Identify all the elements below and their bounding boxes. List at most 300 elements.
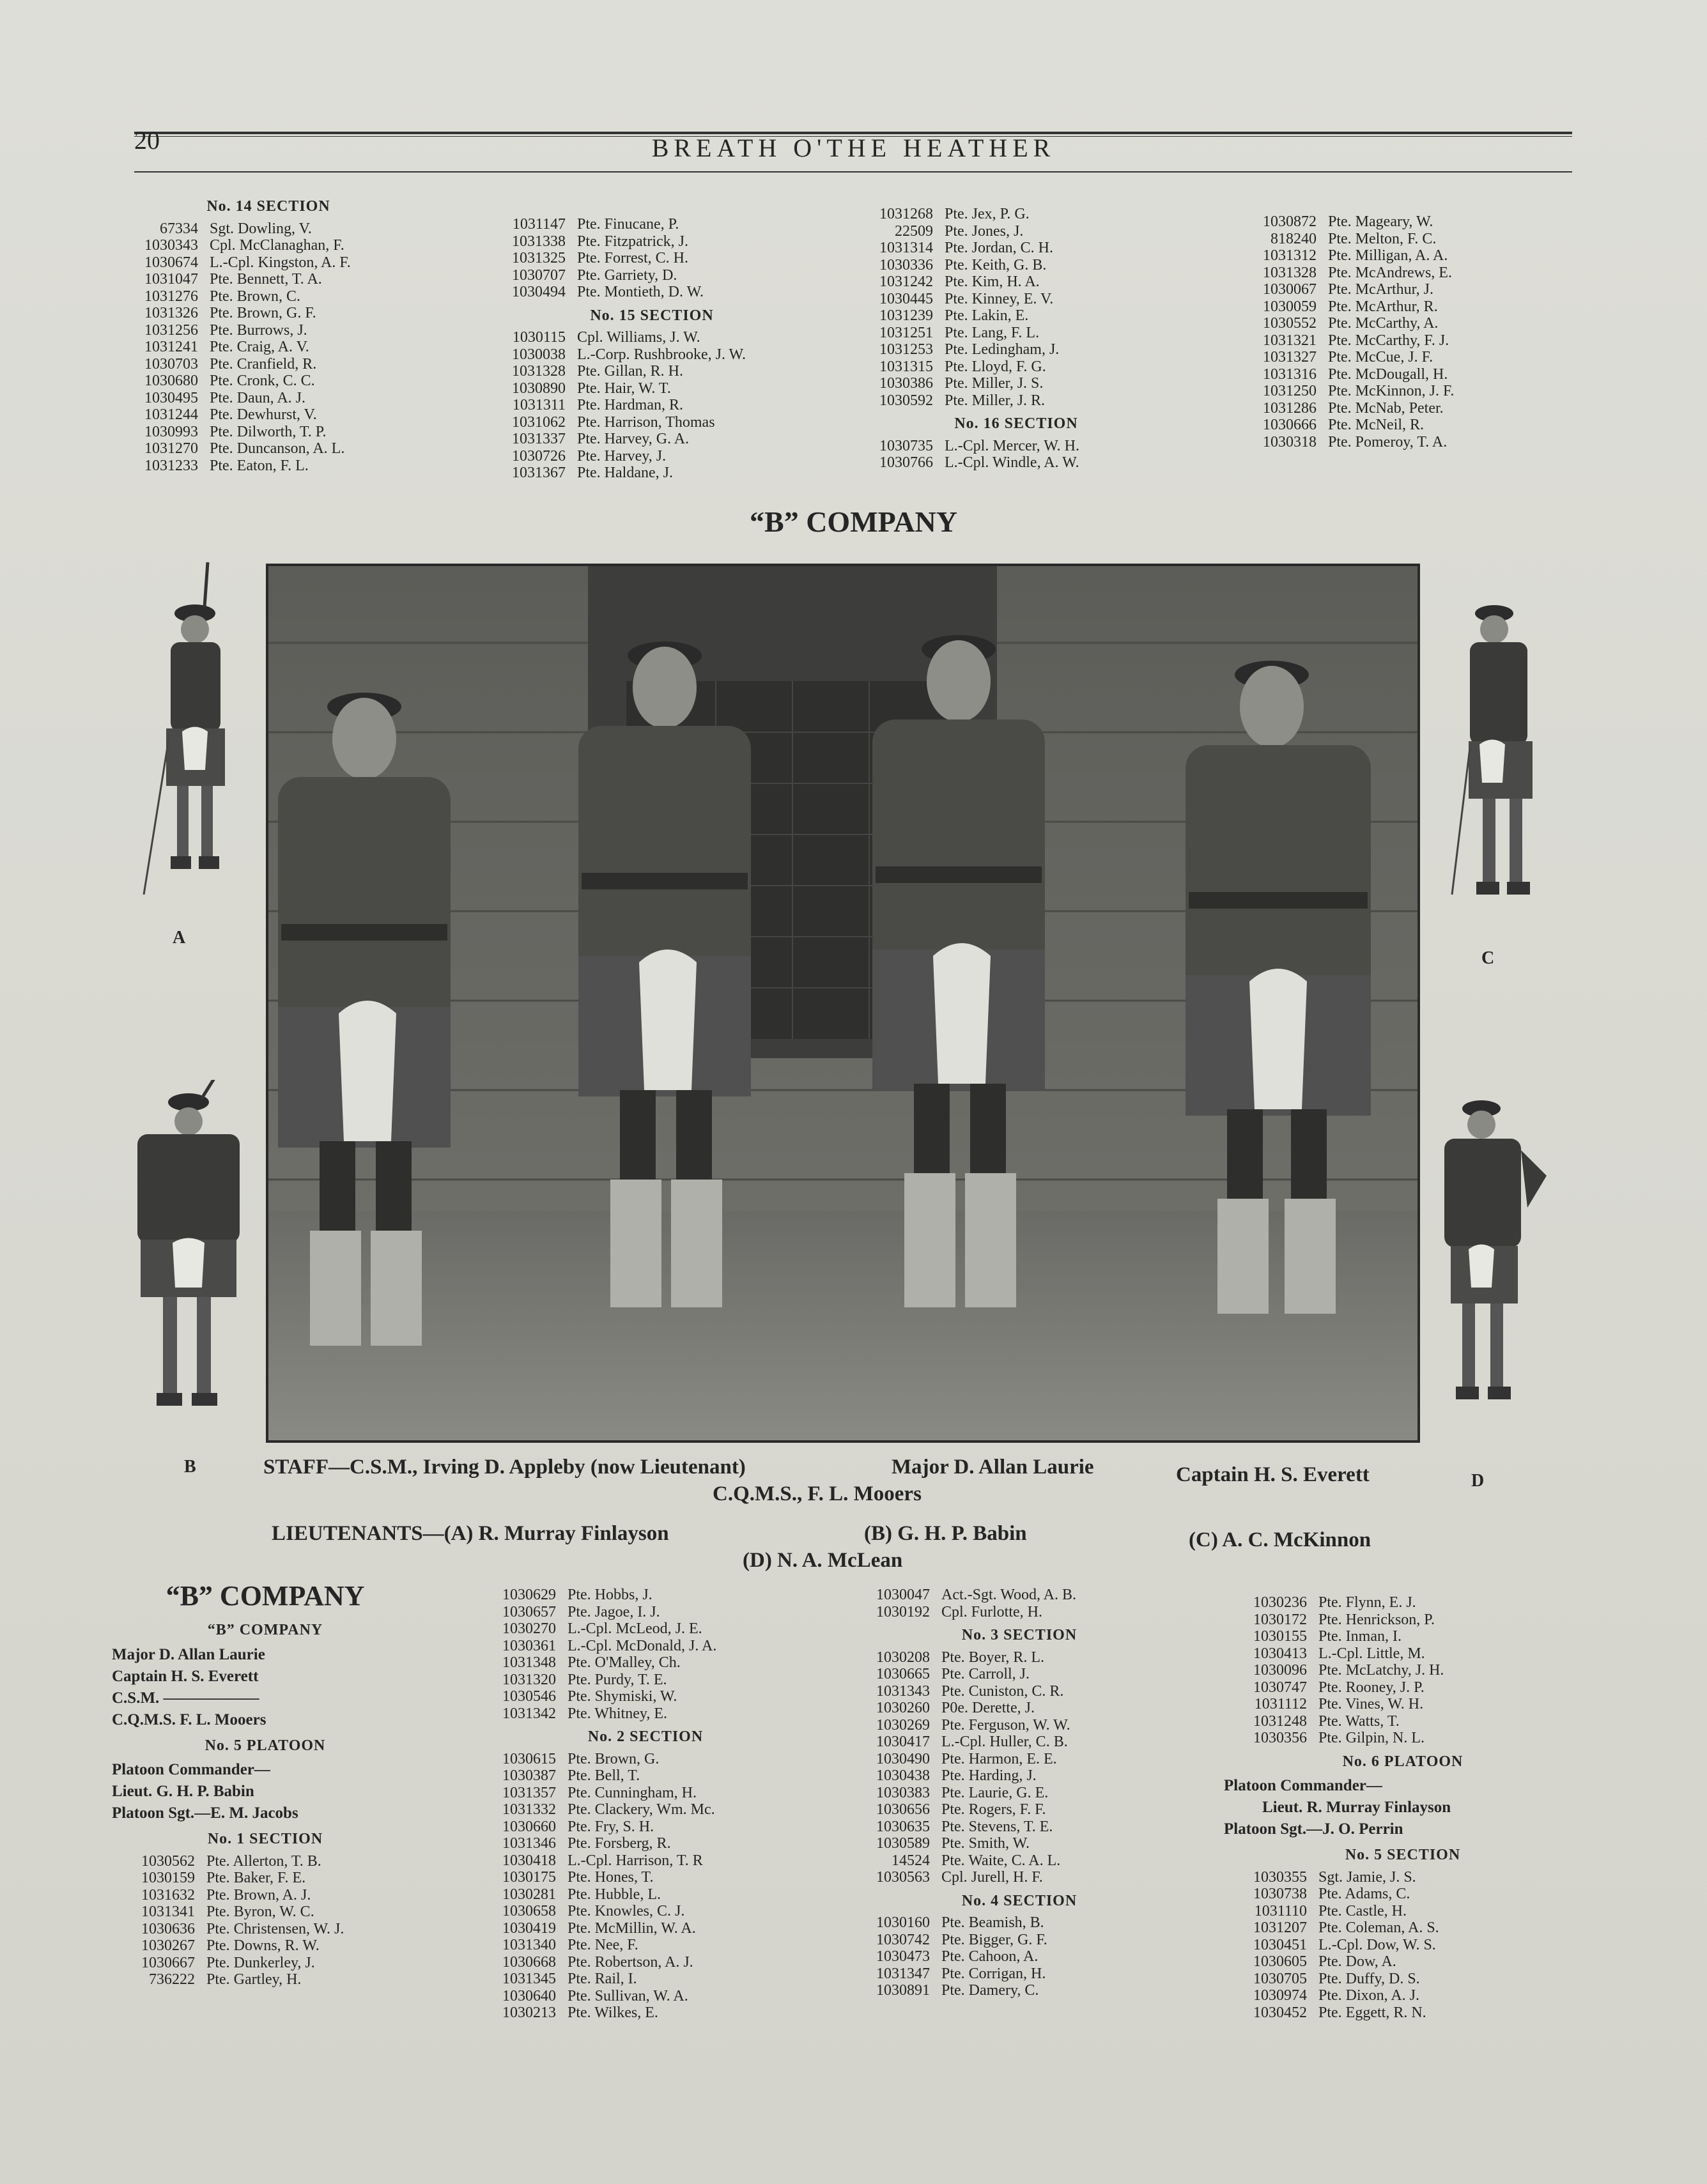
- service-number: 1031320: [502, 1671, 556, 1688]
- soldier-name: Pte. Lakin, E.: [945, 307, 1029, 324]
- roster-entry: [847, 1914, 1192, 1932]
- service-number: 1031314: [879, 240, 933, 256]
- service-number: 1030343: [144, 237, 198, 254]
- soldier-name: Pte. Daun, A. J.: [210, 389, 305, 406]
- soldier-name: Pte. Waite, C. A. L.: [941, 1852, 1061, 1869]
- soldier-name: L.-Cpl. Mercer, W. H.: [945, 437, 1079, 454]
- roster-entry: [115, 305, 422, 322]
- service-number: 1030705: [1253, 1970, 1307, 1987]
- roster-entry: [847, 1700, 1192, 1717]
- roster-label: C.S.M. ——————: [112, 1689, 259, 1707]
- soldier-name: Pte. Dewhurst, V.: [210, 406, 317, 423]
- roster-entry: [473, 1903, 818, 1920]
- roster-entry: [1224, 1594, 1582, 1611]
- soldier-name: L.-Cpl. Kingston, A. F.: [210, 254, 351, 271]
- service-number: 1031244: [144, 406, 198, 423]
- service-number: 1030605: [1253, 1953, 1307, 1970]
- roster-entry: [473, 1869, 818, 1886]
- service-number: 1031332: [502, 1801, 556, 1818]
- soldier-name: Pte. Fry, S. H.: [568, 1818, 654, 1835]
- service-number: 1030451: [1253, 1936, 1307, 1953]
- soldier-name: Pte. Jordan, C. H.: [945, 240, 1053, 256]
- section-heading: No. 15 SECTION: [590, 307, 714, 324]
- service-number: 1031367: [512, 465, 566, 481]
- soldier-name: Cpl. McClanaghan, F.: [210, 237, 344, 254]
- roster-entry: [112, 1921, 419, 1938]
- caption-captain: Captain H. S. Everett: [1176, 1463, 1370, 1486]
- caption-lieutenants-a: LIEUTENANTS—(A) R. Murray Finlayson: [272, 1522, 669, 1545]
- service-number: 1031268: [879, 206, 933, 222]
- roster-entry: [115, 322, 422, 339]
- service-number: 1030269: [876, 1716, 930, 1734]
- soldier-name: Pte. Melton, F. C.: [1328, 230, 1437, 247]
- soldier-name: L.-Cpl. Harrison, T. R: [568, 1852, 703, 1869]
- service-number: 1030418: [502, 1852, 556, 1869]
- roster-entry: [850, 325, 1182, 342]
- roster-entry: [847, 1751, 1192, 1768]
- service-number: 1031241: [144, 339, 198, 355]
- service-number: 1030172: [1253, 1611, 1307, 1628]
- roster-entry: [112, 1955, 419, 1972]
- soldier-name: Pte. Baker, F. E.: [206, 1870, 306, 1886]
- service-number: 1031340: [502, 1937, 556, 1953]
- soldier-name: Pte. Cranfield, R.: [210, 355, 317, 373]
- roster-entry: [1233, 434, 1566, 451]
- service-number: 1030473: [876, 1948, 930, 1965]
- service-number: 1030260: [876, 1700, 930, 1716]
- caption-major: Major D. Allan Laurie: [892, 1456, 1094, 1479]
- roster-entry: [473, 1751, 818, 1768]
- roster-entry: [115, 339, 422, 356]
- service-number: 1031112: [1254, 1696, 1307, 1712]
- section-heading: No. 14 SECTION: [206, 198, 330, 215]
- service-number: 1030974: [1253, 1987, 1307, 2004]
- roster-entry: [473, 1937, 818, 1954]
- roster-entry: [473, 1638, 818, 1655]
- service-number: 1031253: [879, 341, 933, 358]
- soldier-name: Pte. Adams, C.: [1318, 1886, 1410, 1902]
- soldier-name: Pte. Eaton, F. L.: [210, 457, 309, 474]
- soldier-name: Pte. Fitzpatrick, J.: [577, 233, 688, 250]
- roster-entry: [1224, 1971, 1582, 1988]
- service-number: 1030726: [512, 447, 566, 465]
- soldier-name: Pte. Finucane, P.: [577, 216, 679, 233]
- soldier-name: Pte. Nee, F.: [568, 1937, 638, 1953]
- soldier-name: Pte. Robertson, A. J.: [568, 1953, 693, 1971]
- roster-entry: [847, 1767, 1192, 1785]
- service-number: 1031062: [512, 413, 566, 431]
- roster-entry: [1224, 1953, 1582, 1971]
- roster-entry: [473, 1767, 818, 1785]
- section-heading: “B” COMPANY: [166, 1580, 365, 1611]
- service-number: 1030236: [1253, 1594, 1307, 1611]
- roster-entry: [483, 414, 821, 431]
- soldier-name: L.-Cpl. Little, M.: [1318, 1645, 1425, 1662]
- roster-entry: [850, 341, 1182, 358]
- roster-entry: [847, 1819, 1192, 1836]
- roster-entry: [483, 380, 821, 397]
- roster-entry: [473, 1920, 818, 1937]
- service-number: 1030592: [879, 392, 933, 409]
- service-number: 1030707: [512, 266, 566, 284]
- service-number: 1031316: [1263, 365, 1317, 383]
- service-number: 1031341: [141, 1903, 195, 1920]
- roster-entry: [115, 406, 422, 424]
- soldier-name: Pte. McAndrews, E.: [1328, 264, 1452, 281]
- roster-entry: [850, 291, 1182, 308]
- service-number: 1030419: [502, 1919, 556, 1937]
- service-number: 1031321: [1263, 332, 1317, 349]
- service-number: 22509: [895, 222, 933, 240]
- section-heading: No. 16 SECTION: [954, 415, 1078, 432]
- soldier-name: Pte. Rail, I.: [568, 1971, 637, 1987]
- soldier-name: Pte. McCue, J. F.: [1328, 349, 1433, 365]
- service-number: 1030361: [502, 1637, 556, 1654]
- soldier-name: Pte. Damery, C.: [941, 1982, 1039, 1999]
- roster-entry: [473, 1954, 818, 1971]
- caption-cqms: C.Q.M.S., F. L. Mooers: [713, 1482, 922, 1505]
- service-number: 1030660: [502, 1818, 556, 1835]
- roster-entry: [847, 1932, 1192, 1949]
- soldier-name: Pte. Stevens, T. E.: [941, 1818, 1053, 1835]
- service-number: 1031338: [512, 233, 566, 250]
- roster-entry: [483, 216, 821, 233]
- soldier-name: Pte. Inman, I.: [1318, 1628, 1402, 1645]
- service-number: 1031345: [502, 1971, 556, 1987]
- service-number: 1031233: [144, 457, 198, 474]
- section-heading: “B” COMPANY: [207, 1622, 323, 1638]
- roster-entry: [1224, 1919, 1582, 1937]
- roster-entry: [473, 1852, 818, 1870]
- roster-label: Platoon Commander—: [1224, 1777, 1382, 1794]
- soldier-name: Pte. Carroll, J.: [941, 1666, 1030, 1682]
- roster-entry: [1224, 1730, 1582, 1747]
- service-number: 1030281: [502, 1886, 556, 1903]
- roster-entry: [847, 1666, 1192, 1683]
- soldier-name: Pte. Dow, A.: [1318, 1953, 1396, 1970]
- soldier-name: Pte. Gillan, R. H.: [577, 363, 683, 380]
- roster-label: Captain H. S. Everett: [112, 1667, 259, 1685]
- roster-label: Major D. Allan Laurie: [112, 1645, 265, 1663]
- section-heading: No. 6 PLATOON: [1342, 1753, 1464, 1770]
- service-number: 1031110: [1254, 1902, 1307, 1919]
- section-heading: No. 5 SECTION: [1345, 1847, 1461, 1863]
- soldier-name: L.-Cpl. Dow, W. S.: [1318, 1936, 1436, 1953]
- roster-entry: [850, 307, 1182, 325]
- roster-entry: [1224, 1886, 1582, 1903]
- soldier-name: P0e. Derette, J.: [941, 1700, 1035, 1716]
- roster-entry: [850, 257, 1182, 274]
- caption-staff-csm: STAFF—C.S.M., Irving D. Appleby (now Lieutenant): [263, 1456, 746, 1479]
- roster-entry: [115, 254, 422, 272]
- roster-entry: [473, 1604, 818, 1621]
- soldier-name: L.-Cpl. Huller, C. B.: [941, 1734, 1068, 1750]
- section-heading: No. 3 SECTION: [961, 1627, 1077, 1643]
- roster-entry: [112, 1937, 419, 1955]
- section-heading: No. 4 SECTION: [961, 1892, 1077, 1909]
- service-number: 1031328: [1263, 264, 1317, 281]
- label-c: C: [1481, 948, 1495, 968]
- service-number: 1030993: [144, 423, 198, 440]
- soldier-name: Pte. McDougall, H.: [1328, 365, 1448, 383]
- service-number: 1030563: [876, 1869, 930, 1886]
- service-number: 1031632: [141, 1886, 195, 1903]
- soldier-name: Pte. Rooney, J. P.: [1318, 1679, 1425, 1696]
- roster-entry: [473, 1971, 818, 1988]
- service-number: 1030452: [1253, 2004, 1307, 2021]
- soldier-name: Pte. Henrickson, P.: [1318, 1611, 1435, 1628]
- service-number: 1030658: [502, 1903, 556, 1919]
- soldier-name: Pte. Laurie, G. E.: [941, 1784, 1049, 1801]
- roster-entry: [473, 1801, 818, 1819]
- soldier-name: Cpl. Jurell, H. F.: [941, 1869, 1043, 1886]
- soldier-name: Pte. Craig, A. V.: [210, 339, 309, 355]
- service-number: 1031357: [502, 1784, 556, 1801]
- service-number: 1030890: [512, 380, 566, 397]
- soldier-name: L.-Cpl. Windle, A. W.: [945, 454, 1079, 471]
- soldier-name: Pte. Garriety, D.: [577, 266, 677, 284]
- bottom-roster-column-1: [112, 1577, 419, 1988]
- soldier-name: Pte. Jagoe, I. J.: [568, 1603, 660, 1620]
- soldier-name: Pte. Jones, J.: [945, 222, 1024, 240]
- service-number: 1031312: [1263, 247, 1317, 264]
- roster-entry: [1233, 265, 1566, 282]
- service-number: 1030096: [1253, 1662, 1307, 1679]
- roster-entry: [473, 1886, 818, 1903]
- soldier-name: Pte. McNeil, R.: [1328, 417, 1424, 433]
- roster-entry: [483, 250, 821, 267]
- roster-entry: [1224, 1679, 1582, 1696]
- soldier-name: Pte. Whitney, E.: [568, 1705, 667, 1722]
- roster-entry: [1233, 298, 1566, 316]
- service-number: 1031347: [876, 1965, 930, 1982]
- soldier-name: Sgt. Dowling, V.: [210, 220, 312, 237]
- soldier-name: Pte. Clackery, Wm. Mc.: [568, 1801, 715, 1818]
- soldier-name: Pte. Jex, P. G.: [945, 206, 1030, 222]
- soldier-name: Pte. Dixon, A. J.: [1318, 1987, 1420, 2004]
- soldier-name: Pte. Corrigan, H.: [941, 1965, 1046, 1982]
- roster-entry: [847, 1604, 1192, 1621]
- label-b: B: [184, 1457, 196, 1477]
- roster-label: Lieut. G. H. P. Babin: [112, 1783, 254, 1800]
- soldier-name: Pte. Forrest, C. H.: [577, 250, 688, 266]
- soldier-name: Pte. McNab, Peter.: [1328, 399, 1444, 417]
- roster-entry: [847, 1948, 1192, 1965]
- roster-entry: [1233, 417, 1566, 434]
- portrait-a: [131, 556, 252, 901]
- roster-entry: [847, 1835, 1192, 1852]
- roster-entry: [115, 390, 422, 407]
- top-roster-column-2: [483, 216, 821, 482]
- service-number: 1030668: [502, 1953, 556, 1971]
- roster-entry: [483, 284, 821, 301]
- service-number: 1031239: [879, 307, 933, 324]
- section-heading: No. 1 SECTION: [207, 1831, 323, 1847]
- service-number: 1030742: [876, 1931, 930, 1948]
- roster-entry: [847, 1869, 1192, 1886]
- roster-entry: [850, 358, 1182, 376]
- roster-entry: [847, 1965, 1192, 1983]
- portrait-d: [1419, 1086, 1566, 1444]
- service-number: 1030666: [1263, 417, 1317, 433]
- roster-entry: [1224, 1628, 1582, 1645]
- service-number: 1030680: [144, 373, 198, 389]
- roster-entry: [483, 431, 821, 448]
- soldier-name: Cpl. Furlotte, H.: [941, 1603, 1043, 1620]
- service-number: 1030891: [876, 1982, 930, 1999]
- soldier-name: Pte. Gartley, H.: [206, 1971, 302, 1988]
- service-number: 736222: [149, 1971, 195, 1988]
- roster-entry: [847, 1717, 1192, 1734]
- soldier-name: Pte. Mageary, W.: [1328, 213, 1433, 230]
- soldier-name: Pte. Harvey, G. A.: [577, 431, 690, 447]
- roster-entry: [473, 1819, 818, 1836]
- roster-entry: [473, 1688, 818, 1705]
- soldier-name: Pte. Hair, W. T.: [577, 380, 671, 397]
- soldier-name: Pte. Harvey, J.: [577, 447, 667, 465]
- service-number: 1030192: [876, 1603, 930, 1620]
- soldier-name: Pte. Miller, J. R.: [945, 392, 1046, 409]
- roster-entry: [1233, 383, 1566, 400]
- service-number: 1030635: [876, 1818, 930, 1835]
- soldier-name: Pte. Brown, G.: [568, 1750, 660, 1767]
- soldier-name: Pte. Shymiski, W.: [568, 1688, 677, 1705]
- service-number: 1030562: [141, 1852, 195, 1870]
- roster-entry: [473, 1587, 818, 1604]
- soldier-name: L.-Cpl. McDonald, J. A.: [568, 1637, 717, 1654]
- service-number: 1030047: [876, 1587, 930, 1603]
- roster-entry: [115, 356, 422, 373]
- roster-entry: [847, 1982, 1192, 1999]
- roster-entry: [112, 1853, 419, 1870]
- soldier-name: Pte. Wilkes, E.: [568, 2004, 658, 2021]
- service-number: 1030160: [876, 1914, 930, 1931]
- service-number: 1030059: [1263, 298, 1317, 315]
- roster-entry: [1224, 1611, 1582, 1629]
- service-number: 1030267: [141, 1937, 195, 1954]
- company-heading: “B” COMPANY: [750, 505, 957, 538]
- soldier-name: Pte. Montieth, D. W.: [577, 284, 704, 300]
- roster-entry: [483, 465, 821, 482]
- roster-entry: [847, 1801, 1192, 1819]
- service-number: 1030738: [1253, 1886, 1307, 1902]
- service-number: 1030665: [876, 1666, 930, 1682]
- service-number: 818240: [1271, 230, 1317, 247]
- service-number: 1031270: [144, 440, 198, 457]
- roster-entry: [847, 1683, 1192, 1700]
- soldier-name: Pte. Downs, R. W.: [206, 1937, 320, 1954]
- service-number: 1031346: [502, 1835, 556, 1852]
- roster-entry: [850, 223, 1182, 240]
- caption-lieutenant-c: (C) A. C. McKinnon: [1189, 1528, 1371, 1551]
- service-number: 67334: [160, 220, 198, 237]
- service-number: 1031315: [879, 358, 933, 375]
- service-number: 1031326: [144, 305, 198, 321]
- roster-entry: [115, 288, 422, 305]
- service-number: 1030872: [1263, 213, 1317, 230]
- service-number: 1030747: [1253, 1679, 1307, 1696]
- roster-entry: [473, 1672, 818, 1689]
- service-number: 1030383: [876, 1784, 930, 1801]
- soldier-name: Pte. Ferguson, W. W.: [941, 1716, 1070, 1734]
- soldier-name: Pte. Brown, A. J.: [206, 1886, 311, 1903]
- service-number: 1030640: [502, 1987, 556, 2004]
- service-number: 1030445: [879, 290, 933, 307]
- service-number: 1031250: [1263, 383, 1317, 399]
- service-number: 1030438: [876, 1767, 930, 1784]
- roster-entry: [112, 1887, 419, 1904]
- soldier-name: Pte. Vines, W. H.: [1318, 1696, 1424, 1712]
- soldier-name: Pte. Pomeroy, T. A.: [1328, 433, 1448, 450]
- service-number: 1031348: [502, 1654, 556, 1671]
- bottom-roster-column-3: [847, 1587, 1192, 1999]
- service-number: 1030589: [876, 1835, 930, 1852]
- roster-entry: [483, 329, 821, 346]
- roster-entry: [847, 1852, 1192, 1870]
- service-number: 1031147: [512, 216, 566, 233]
- soldier-name: Pte. Kinney, E. V.: [945, 290, 1054, 307]
- soldier-name: Pte. Duffy, D. S.: [1318, 1970, 1420, 1987]
- soldier-name: Pte. Harmon, E. E.: [941, 1750, 1057, 1767]
- staff-group-photograph: [266, 564, 1420, 1443]
- soldier-name: Pte. Sullivan, W. A.: [568, 1987, 688, 2004]
- roster-entry: [1224, 1662, 1582, 1679]
- service-number: 1031276: [144, 288, 198, 305]
- roster-entry: [115, 237, 422, 254]
- roster-entry: [115, 458, 422, 475]
- service-number: 1030115: [512, 329, 566, 346]
- roster-entry: [115, 424, 422, 441]
- service-number: 1030494: [512, 284, 566, 300]
- roster-entry: [847, 1785, 1192, 1802]
- roster-entry: [1233, 281, 1566, 298]
- roster-entry: [850, 454, 1182, 472]
- service-number: 1030270: [502, 1620, 556, 1637]
- soldier-name: Pte. Allerton, T. B.: [206, 1852, 321, 1870]
- service-number: 1031286: [1263, 399, 1317, 417]
- soldier-name: Pte. Cunningham, H.: [568, 1784, 697, 1801]
- roster-entry: [1233, 332, 1566, 350]
- soldier-name: Pte. Beamish, B.: [941, 1914, 1044, 1931]
- roster-entry: [847, 1587, 1192, 1604]
- roster-entry: [1224, 2004, 1582, 2022]
- soldier-name: Pte. Watts, T.: [1318, 1712, 1400, 1730]
- soldier-name: Pte. Haldane, J.: [577, 465, 673, 481]
- soldier-name: Pte. Hubble, L.: [568, 1886, 661, 1903]
- label-a: A: [173, 928, 186, 948]
- service-number: 1030386: [879, 375, 933, 392]
- caption-lieutenant-b: (B) G. H. P. Babin: [864, 1522, 1027, 1545]
- soldier-name: Pte. Christensen, W. J.: [206, 1920, 344, 1937]
- roster-entry: [1233, 400, 1566, 417]
- service-number: 1031325: [512, 250, 566, 266]
- service-number: 1030159: [141, 1870, 195, 1886]
- soldier-name: Pte. McKinnon, J. F.: [1328, 383, 1455, 399]
- soldier-name: Pte. Lloyd, F. G.: [945, 358, 1046, 375]
- soldier-name: Pte. Smith, W.: [941, 1835, 1030, 1852]
- soldier-name: Pte. Rogers, F. F.: [941, 1801, 1046, 1818]
- running-title: BREATH O'THE HEATHER: [651, 134, 1056, 162]
- service-number: 1030636: [141, 1920, 195, 1937]
- roster-label: Platoon Commander—: [112, 1761, 270, 1778]
- roster-entry: [1233, 349, 1566, 366]
- service-number: 1030038: [512, 346, 566, 363]
- roster-entry: [1224, 1903, 1582, 1920]
- soldier-name: Pte. Duncanson, A. L.: [210, 440, 345, 457]
- service-number: 1031343: [876, 1682, 930, 1700]
- roster-entry: [1224, 1937, 1582, 1954]
- roster-entry: [1224, 1696, 1582, 1713]
